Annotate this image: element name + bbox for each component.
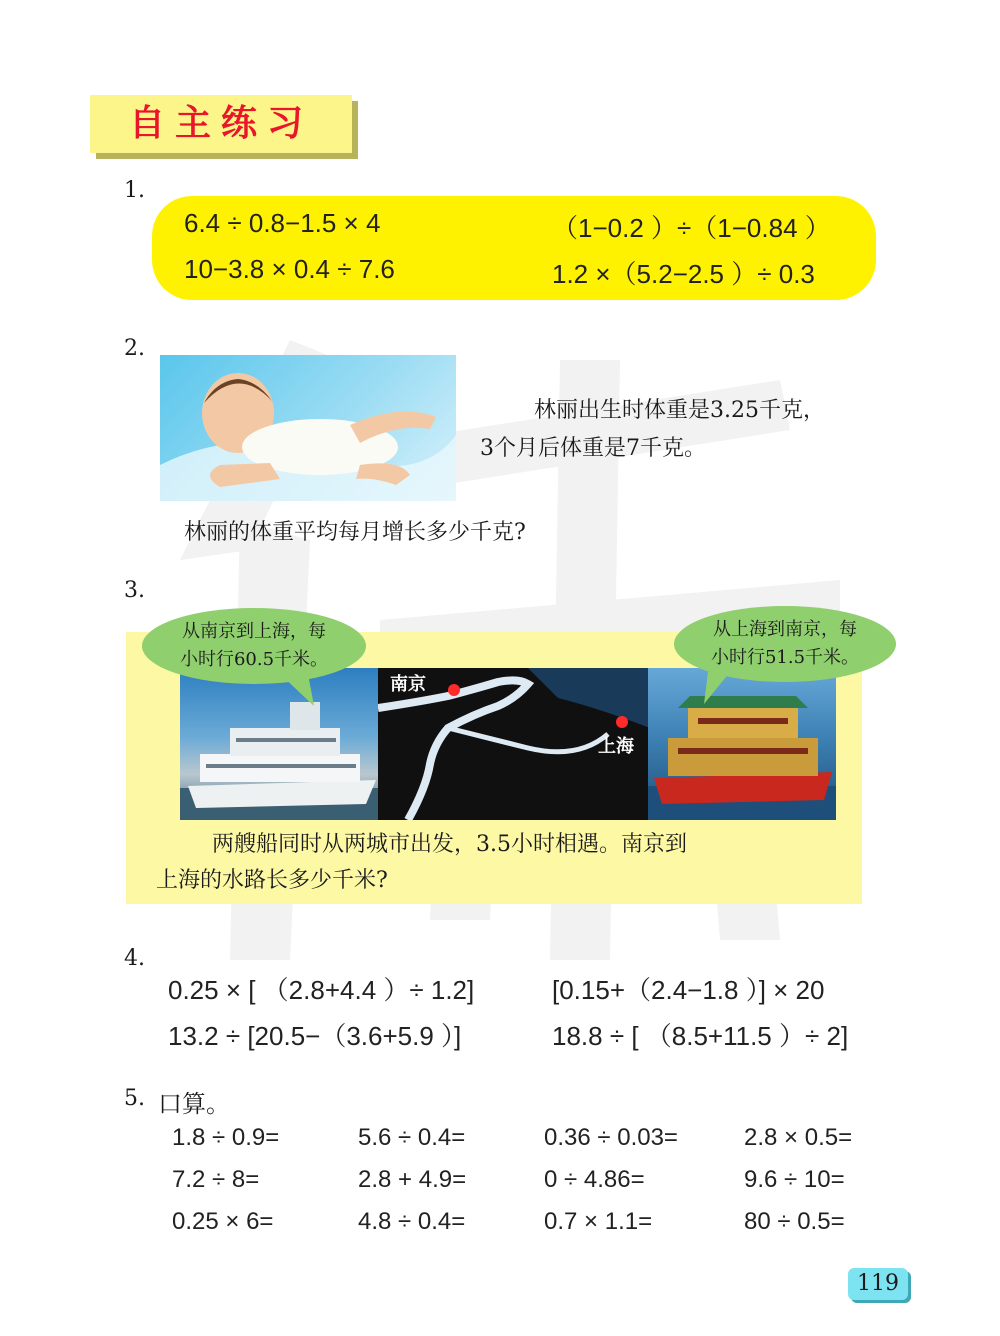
speech-bubble-left-tail (280, 674, 330, 708)
mental-math-item: 4.8 ÷ 0.4= (358, 1208, 466, 1235)
question-1-number: 1. (124, 178, 145, 203)
city-label-nanjing: 南京 (390, 674, 426, 695)
mental-math-item: 0 ÷ 4.86= (544, 1166, 645, 1193)
city-label-shanghai: 上海 (598, 736, 634, 757)
q4-expression-1: 0.25 × [ （2.8+4.4 ）÷ 1.2] (168, 975, 475, 1005)
mental-math-item: 7.2 ÷ 8= (172, 1166, 260, 1193)
question-2-number: 2. (124, 336, 145, 361)
mental-math-item: 0.25 × 6= (172, 1208, 274, 1235)
speech-bubble-right (674, 606, 896, 682)
mental-math-item: 0.36 ÷ 0.03= (544, 1124, 678, 1151)
mental-math-item: 2.8 × 0.5= (744, 1124, 853, 1151)
mental-math-item: 2.8 + 4.9= (358, 1166, 467, 1193)
mental-math-item: 0.7 × 1.1= (544, 1208, 653, 1235)
q2-statement-line-2: 3个月后体重是7千克。 (480, 436, 706, 461)
q2-question: 林丽的体重平均每月增长多少千克? (184, 520, 526, 545)
section-title: 自主练习 (128, 103, 313, 144)
q3-statement-line-2: 上海的水路长多少千米? (156, 868, 388, 893)
q1-expression-4: 1.2 ×（5.2−2.5 ）÷ 0.3 (552, 259, 815, 289)
q4-expression-4: 18.8 ÷ [ （8.5+11.5 ）÷ 2] (552, 1021, 849, 1051)
bubble-left-line-2: 小时行60.5千米。 (179, 649, 329, 670)
speech-bubble-right-tail (700, 672, 740, 706)
chinese-ship-photo (648, 668, 836, 820)
baby-photo (160, 355, 456, 501)
q1-expression-1: 6.4 ÷ 0.8−1.5 × 4 (184, 208, 381, 238)
q4-expression-3: 13.2 ÷ [20.5−（3.6+5.9 ）] (168, 1021, 462, 1051)
q4-expression-2: [0.15+（2.4−1.8 ）] × 20 (552, 975, 825, 1005)
mental-math-item: 9.6 ÷ 10= (744, 1166, 845, 1193)
q2-statement-line-1: 林丽出生时体重是3.25千克， (534, 398, 825, 423)
q1-expression-3: 10−3.8 × 0.4 ÷ 7.6 (184, 254, 395, 284)
question-4-number: 4. (124, 946, 145, 971)
bubble-right-line-1: 从上海到南京，每 (713, 619, 857, 640)
bubble-left-line-1: 从南京到上海，每 (182, 621, 326, 642)
question-5-number: 5. (124, 1086, 145, 1111)
question-3-number: 3. (124, 578, 145, 603)
q1-expression-2: （1−0.2 ）÷（1−0.84 ） (552, 213, 831, 243)
page-number: 119 (848, 1268, 908, 1300)
mental-math-item: 1.8 ÷ 0.9= (172, 1124, 280, 1151)
mental-math-item: 5.6 ÷ 0.4= (358, 1124, 466, 1151)
question-5-title: 口算。 (158, 1090, 230, 1118)
speech-bubble-left (142, 608, 366, 684)
section-banner (90, 95, 352, 153)
bubble-right-line-2: 小时行51.5千米。 (710, 647, 860, 668)
mental-math-item: 80 ÷ 0.5= (744, 1208, 845, 1235)
q3-statement-line-1: 两艘船同时从两城市出发，3.5小时相遇。南京到 (212, 832, 687, 857)
